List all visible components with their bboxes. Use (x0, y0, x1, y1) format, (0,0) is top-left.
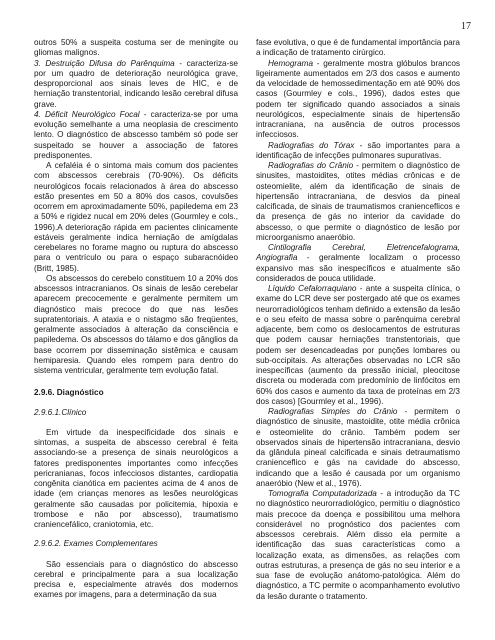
subsection-heading-clinico: 2.9.6.1.Clínico (34, 407, 87, 417)
tomografia-text: - a introdução da TC no diagnóstico neurorradiológico, permitiu o diagnóstico mais precoce da doença e possibilitou uma melhora considerável no prognóstico dos pacientes com abscessos cerebrais. Além disso ela permite a identificação das suas características como a localização exata, as dimensões, as relações com outras estruturas, a presença de gás no seu interior e a sua fase de evolução anátomo-patológica. Além do diagnóstico, a TC permite o acompanhamento evolutivo da lesão durante o tratamento. (256, 489, 460, 601)
section-heading-diagnostico: 2.9.6. Diagnóstico (34, 388, 104, 398)
paragraph-radiografias-cranio (256, 161, 460, 243)
item-4-text: - caracteriza-se por uma evolução semelhante a uma neoplasia de crescimento lento. O diagnóstico de abscesso também só pode ser suspeitado se houver a associação de fatores predisponentes. (34, 109, 238, 160)
paragraph-tomografia (256, 489, 460, 602)
paragraph-radiografias-simples (256, 407, 460, 489)
torax-text: - são importantes para a identificação de infecções pulmonares supurativas. (256, 140, 460, 160)
liquido-text: - ante a suspeita clínica, o exame do LCR deve ser postergado até que os exames neurorradiológicos tenham definido a extensão da lesão e o seu efeito de massa sobre o parênquima cerebral adjacente, bem como os deslocamentos de estruturas que podem causar herniações transtentoriais, que podem ser desencadeadas por punções lombares ou sub-occipitais. As alterações observadas no LCR são inespecíficas (aumento da pressão inicial, pleocitose discreta ou moderada com predomínio de linfócitos em 60% dos casos e aumento da taxa de proteínas em 2/3 dos casos) [Gourmley et al., 1996). (256, 284, 460, 406)
intro-text: outros 50% a suspeita costuma ser de meningite ou gliomas malignos. (34, 38, 238, 58)
cranio-text: - permitem o diagnóstico de sinusites, mastoidites, otites médias crônicas e de osteomielite, além da identificação de sinais de hipertensão intracraniana, de desvios da pineal calcificada, de sinais de traumatismos cranienceflicos e da presença de gás no interior da cavidade do abscesso, o que permite o diagnóstico de lesão por microorganismo anaeróbio. (256, 161, 460, 242)
cranio-title: Radiografias do Crânio (268, 161, 354, 170)
paragraph-liquido-cefalorraquiano (256, 284, 460, 407)
cintilografia-title: Cintilografia Cerebral, Eletrencefalograma, Angiografia (256, 243, 460, 263)
paragraph-item-4 (34, 110, 238, 161)
cintilografia-text: - geralmente localizam o processo expansivo mas são inespecíficos e atualmente são considerados de pouca utilidade. (256, 253, 460, 283)
paragraph-cintilografia (256, 243, 460, 284)
page-number: 17 (461, 21, 471, 32)
hemograma-title: Hemograma (268, 58, 314, 68)
tomografia-title: Tomografia Computadorizada (268, 489, 377, 498)
paragraph-intro (34, 38, 238, 59)
torax-title: Radiografias do Tórax (268, 140, 355, 150)
radiografias-simples-title: Radiografias Simples do Crânio (268, 407, 398, 416)
paragraph-exames: São essenciais para o diagnóstico do abscesso cerebral e principalmente para a sua localização precisa e, especialmente através dos modernos exames por imagens, para a determinação da sua (34, 559, 238, 600)
right-column (256, 38, 460, 602)
liquido-title: Líquido Cefalorraquiano (268, 284, 357, 293)
paragraph-clinico: Em virtude da inespecificidade dos sinais e sintomas, a suspeita de abscesso cerebral é feita associando-se a presença de sinais neurológicos a fatores predisponentes importantes como infecções pericranianas, focos infecciosos distantes, cardiopatia congênita cianótica em pacientes acima de 4 anos de idade (em crianças menores as lesões neurológicas geralmente são causadas por policitemia, hipoxia e trombose e não por abscesso), traumatismo craniencefálico, craniotomia, etc. (34, 427, 238, 529)
subsection-heading-exames: 2.9.6.2. Exames Complementares (34, 539, 158, 549)
paragraph-item-3 (34, 59, 238, 110)
item-3-title: 3. Destruição Difusa do Parênquima (34, 58, 175, 68)
paragraph-continuation: fase evolutiva, o que é de fundamental importância para a indicação de tratamento cirúrgico. (256, 38, 460, 58)
item-4-title: 4. Déficit Neurológico Focal (34, 109, 140, 119)
paragraph-hemograma (256, 59, 460, 141)
hemograma-text: - geralmente mostra glóbulos brancos ligeiramente aumentados em 2/3 dos casos e aumento da velocidade de hemossedimentação em até 90% dos casos (Gourmley e cols., 1996), dados estes que podem ter significado quando associados a sinais neurológicos, especialmente sinais de hipertensão intracraniana, na ausência de outros processos infecciosos. (256, 58, 460, 140)
paragraph-radiografias-torax (256, 141, 460, 162)
item-3-text: - caracteriza-se por um quadro de deterioração neurológica grave, desproporcional aos sinais leves de HIC, e de herniação transtentorial, indicando lesão cerebral difusa grave. (34, 58, 238, 109)
radiografias-simples-text: - permitem o diagnóstico de sinusite, mastoidite, otite média crônica e osteomielite do crânio. Também podem ser observados sinais de hipertensão intracraniana, desvio da glândula pineal calcificada e sinais detraumatismo cranienceflico e gás na cavidade do abscesso, indicando que a lesão é causada por um organismo anaeróbio (New et al., 1976). (256, 407, 460, 488)
left-column (34, 38, 238, 601)
paragraph-cefaleia: A cefaléia é o sintoma mais comum dos pacientes com abscessos cerebrais (70-90%). Os déficits neurológicos focais relacionados à área do abscesso estão presentes em 50 a 80% dos casos, covulsões ocorrem em aproximadamente 50%, papiledema em 23 a 50% e rigidez nucal em 20% deles (Gourmley e cols., 1996).A deterioração rápida em pacientes clinicamente estáveis geralmente indica herniação de amígdalas cerebelares no forame magno ou ruptura do abscesso para o ventrículo ou para o espaço subaracnóideo (Britt, 1985). (34, 161, 238, 273)
paragraph-abscessos-cerebelo: Os abscessos do cerebelo constituem 10 a 20% dos abscessos intracranianos. Os sinais de lesão cerebelar aparecem precocemente e geralmente permitem um diagnóstico mais precoce do que nas lesões supratentoriais. A ataxia e o nistagmo são freqüentes, geralmente associados à alteração da consciência e papiledema. Os abscessos do tálamo e dos gânglios da base ocorrem por disseminação sistêmica e causam hemiparesia. Quando eles rompem para dentro do sistema ventricular, geralmente tem evolução fatal. (34, 273, 238, 375)
